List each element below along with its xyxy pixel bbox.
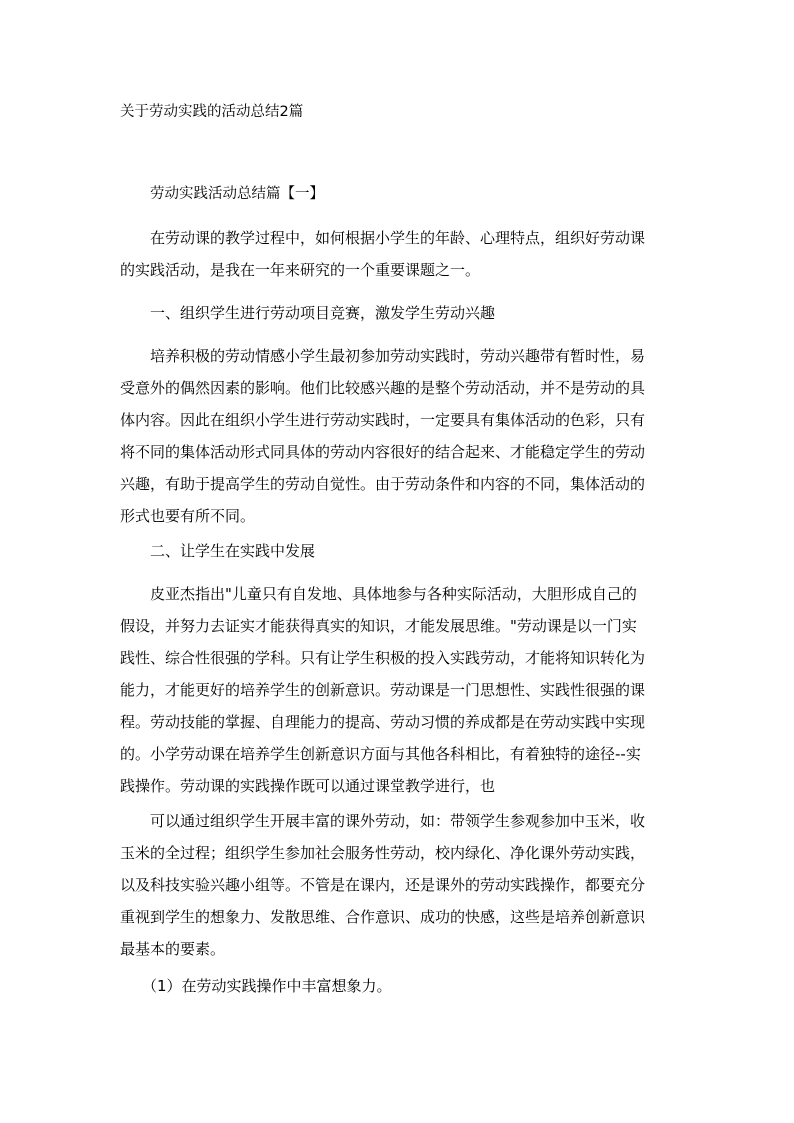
paragraph-line: 程。劳动技能的掌握、自理能力的提高、劳动习惯的养成都是在劳动实践中实现 xyxy=(120,713,646,731)
paragraph-interest xyxy=(120,340,680,532)
paragraph-line: 的。小学劳动课在培养学生创新意识方面与其他各科相比，有着独特的途径--实 xyxy=(120,745,641,763)
paragraph-line: 玉米的全过程；组织学生参加社会服务性劳动，校内绿化、净化课外劳动实践， xyxy=(120,844,646,862)
subheading-one xyxy=(120,297,680,329)
paragraph-extracurricular xyxy=(120,805,680,965)
section-heading: 劳动实践活动总结篇【一】 xyxy=(150,186,324,202)
list-item-imagination xyxy=(120,970,680,1002)
paragraph-line: 兴趣，有助于提高学生的劳动自觉性。由于劳动条件和内容的不同，集体活动的 xyxy=(120,475,646,493)
paragraph-line: 培养积极的劳动情感小学生最初参加劳动实践时，劳动兴趣带有暂时性，易 xyxy=(150,347,646,365)
paragraph-line: 体内容。因此在组织小学生进行劳动实践时，一定要具有集体活动的色彩，只有 xyxy=(120,411,646,429)
document-title: 关于劳动实践的活动总结2篇 xyxy=(120,104,304,120)
paragraph-piaget xyxy=(120,578,680,802)
paragraph-line: 形式也要有所不同。 xyxy=(120,507,256,525)
paragraph-line: 受意外的偶然因素的影响。他们比较感兴趣的是整个劳动活动，并不是劳动的具 xyxy=(120,379,646,397)
paragraph-line: 践性、综合性很强的学科。只有让学生积极的投入实践劳动，才能将知识转化为 xyxy=(120,649,646,667)
paragraph-line: 一、组织学生进行劳动项目竞赛，激发学生劳动兴趣 xyxy=(150,304,496,322)
paragraph-line: 假设，并努力去证实才能获得真实的知识，才能发展思维。"劳动课是以一门实 xyxy=(120,617,637,635)
paragraph-intro xyxy=(120,222,680,286)
paragraph-line: 皮亚杰指出"儿童只有自发地、具体地参与各种实际活动，大胆形成自己的 xyxy=(150,585,637,603)
paragraph-line: 二、让学生在实践中发展 xyxy=(150,542,316,560)
paragraph-line: 的实践活动，是我在一年来研究的一个重要课题之一。 xyxy=(120,261,481,279)
paragraph-line: 在劳动课的教学过程中，如何根据小学生的年龄、心理特点，组织好劳动课 xyxy=(150,229,646,247)
subheading-two xyxy=(120,535,680,567)
paragraph-line: 能力，才能更好的培养学生的创新意识。劳动课是一门思想性、实践性很强的课 xyxy=(120,681,646,699)
paragraph-line: 将不同的集体活动形式同具体的劳动内容很好的结合起来、才能稳定学生的劳动 xyxy=(120,443,646,461)
paragraph-line: 以及科技实验兴趣小组等。不管是在课内，还是课外的劳动实践操作，都要充分 xyxy=(120,876,646,894)
paragraph-line: （1）在劳动实践操作中丰富想象力。 xyxy=(142,977,392,995)
paragraph-line: 践操作。劳动课的实践操作既可以通过课堂教学进行，也 xyxy=(120,777,496,795)
paragraph-line: 最基本的要素。 xyxy=(120,940,226,958)
paragraph-line: 重视到学生的想象力、发散思维、合作意识、成功的快感，这些是培养创新意识 xyxy=(120,908,646,926)
paragraph-line: 可以通过组织学生开展丰富的课外劳动，如：带领学生参观参加中玉米，收 xyxy=(150,812,646,830)
